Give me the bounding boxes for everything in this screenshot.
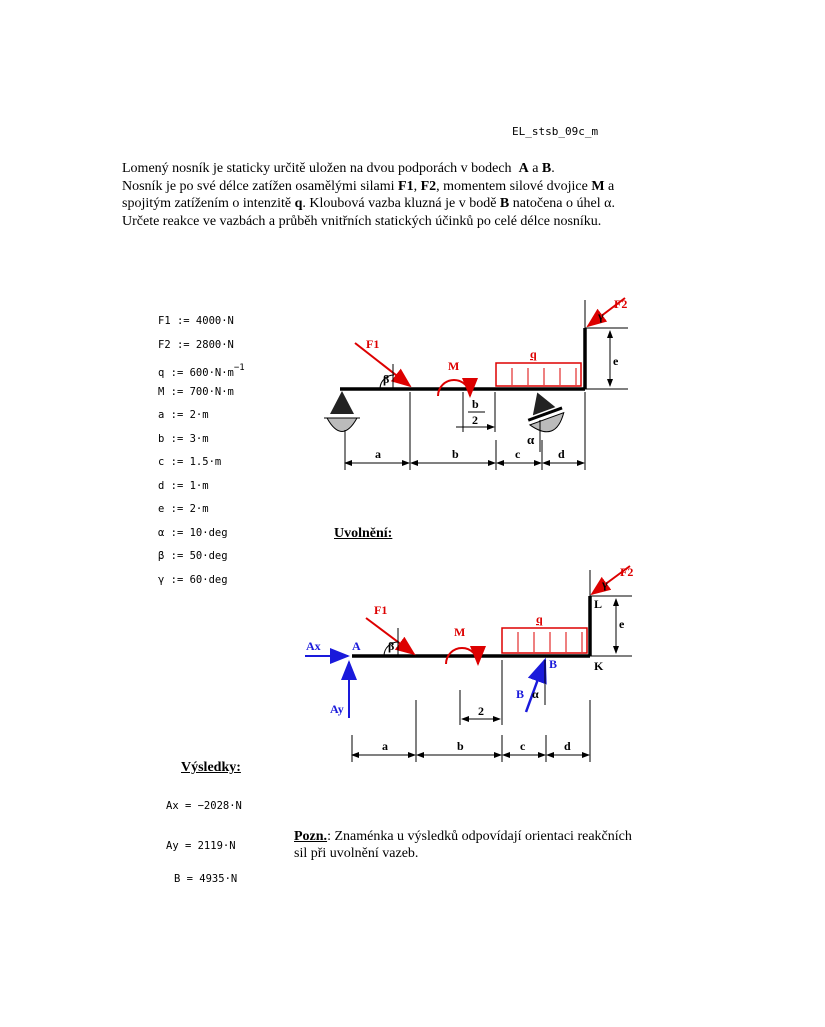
released-dim-label-c: c xyxy=(520,739,526,753)
support-b-roller xyxy=(520,386,568,437)
label-q: q xyxy=(530,347,537,361)
label-b-half-den: 2 xyxy=(472,413,478,427)
label-released-alpha: α xyxy=(532,687,539,701)
param-m: M := 700·N·m xyxy=(158,385,234,398)
support-a-pin xyxy=(324,391,360,432)
param-c: c := 1.5·m xyxy=(158,456,222,468)
force-f2: F2 xyxy=(420,178,437,194)
label-gamma: γ xyxy=(598,309,604,323)
label-released-f2: F2 xyxy=(620,565,634,579)
label-released-gamma: γ xyxy=(602,577,608,591)
label-released-m: M xyxy=(454,625,466,639)
result-b: B = 4935·N xyxy=(174,873,238,885)
text: . Kloubová vazba kluzná je v bodě xyxy=(302,196,500,211)
released-heading: Uvolnění: xyxy=(334,526,393,541)
distributed-load-q xyxy=(496,363,581,386)
note-line-2: sil při uvolnění vazeb. xyxy=(294,846,419,861)
label-point-b: B xyxy=(549,657,558,671)
statement-line-4: Určete reakce ve vazbách a průběh vnitřních statických účinků po celé délce nosníku. xyxy=(122,213,602,229)
dim-label-b: b xyxy=(452,447,459,461)
param-q-base: q := 600·N·m xyxy=(158,367,234,379)
text: , momentem silové dvojice xyxy=(436,178,592,194)
note-line-1 xyxy=(294,828,714,845)
label-reaction-b: B xyxy=(516,687,525,701)
label-beta: β xyxy=(383,372,390,386)
param-gamma: γ := 60·deg xyxy=(158,573,228,586)
label-ax: Ax xyxy=(306,639,321,653)
param-e: e := 2·m xyxy=(158,503,209,515)
document-id: EL_stsb_09c_m xyxy=(512,125,599,138)
load-arrows xyxy=(512,368,576,385)
text: a xyxy=(528,161,542,176)
param-q-exponent: −1 xyxy=(233,363,245,373)
label-released-beta: β xyxy=(388,639,395,653)
force-f1: F1 xyxy=(398,178,414,194)
label-alpha: α xyxy=(527,432,535,447)
moment-m: M xyxy=(591,178,605,194)
result-ay: Ay = 2119·N xyxy=(166,840,236,852)
point-b: B xyxy=(499,196,510,211)
text: , xyxy=(413,178,421,194)
dim-label-d: d xyxy=(558,447,565,461)
param-d: d := 1·m xyxy=(158,479,209,492)
label-m: M xyxy=(448,359,460,373)
statement-line-1: Lomený nosník je staticky určitě uložen na dvou podporách v bodech A a B. xyxy=(122,161,555,176)
point-b: B xyxy=(541,161,552,176)
text: natočena o úhel xyxy=(509,196,605,211)
results-heading: Výsledky: xyxy=(181,760,241,775)
param-a: a := 2·m xyxy=(158,409,209,421)
released-dim-label-a: a xyxy=(382,739,388,753)
result-ax: Ax = −2028·N xyxy=(166,800,242,812)
statement-line-3: spojitým zatížením o intenzitě q. Kloubová vazba kluzná je v bodě B natočena o úhel α. xyxy=(122,196,615,211)
note-text: : Znaménka u výsledků odpovídají orientaci reakčních xyxy=(327,829,632,844)
label-released-f1: F1 xyxy=(374,603,388,617)
label-released-q: q xyxy=(536,612,543,626)
label-b-half-num: b xyxy=(472,397,479,411)
label-point-a: A xyxy=(352,639,361,653)
released-dim-label-d: d xyxy=(564,739,571,753)
note xyxy=(294,828,714,862)
text: a xyxy=(604,178,615,194)
point-a: A xyxy=(518,161,529,176)
label-released-half: 2 xyxy=(478,704,484,718)
angle-alpha: α xyxy=(604,196,612,211)
label-e: e xyxy=(613,354,619,368)
note-label: Pozn. xyxy=(294,829,328,844)
text: Nosník je po své délce zatížen osamělými silami xyxy=(122,178,399,194)
label-released-e: e xyxy=(619,617,625,631)
released-dim-label-b: b xyxy=(457,739,464,753)
text: spojitým zatížením o intenzitě xyxy=(122,196,295,211)
label-point-k: K xyxy=(594,659,604,673)
label-point-l: L xyxy=(594,597,603,611)
param-f2: F2 := 2800·N xyxy=(158,338,234,351)
load-q: q xyxy=(294,196,303,211)
param-beta: β := 50·deg xyxy=(158,550,228,562)
param-b: b := 3·m xyxy=(158,432,209,445)
label-f2: F2 xyxy=(614,297,628,311)
reaction-b-arrow xyxy=(526,660,545,712)
text: Lomený nosník je staticky určitě uložen na dvou podporách v bodech xyxy=(122,161,512,176)
param-alpha: α := 10·deg xyxy=(158,526,228,539)
dim-label-a: a xyxy=(375,447,381,461)
dim-label-c: c xyxy=(515,447,521,461)
label-ay: Ay xyxy=(330,702,344,716)
param-f1: F1 := 4000·N xyxy=(158,315,234,327)
label-f1: F1 xyxy=(366,337,380,351)
released-distributed-load xyxy=(502,628,587,653)
